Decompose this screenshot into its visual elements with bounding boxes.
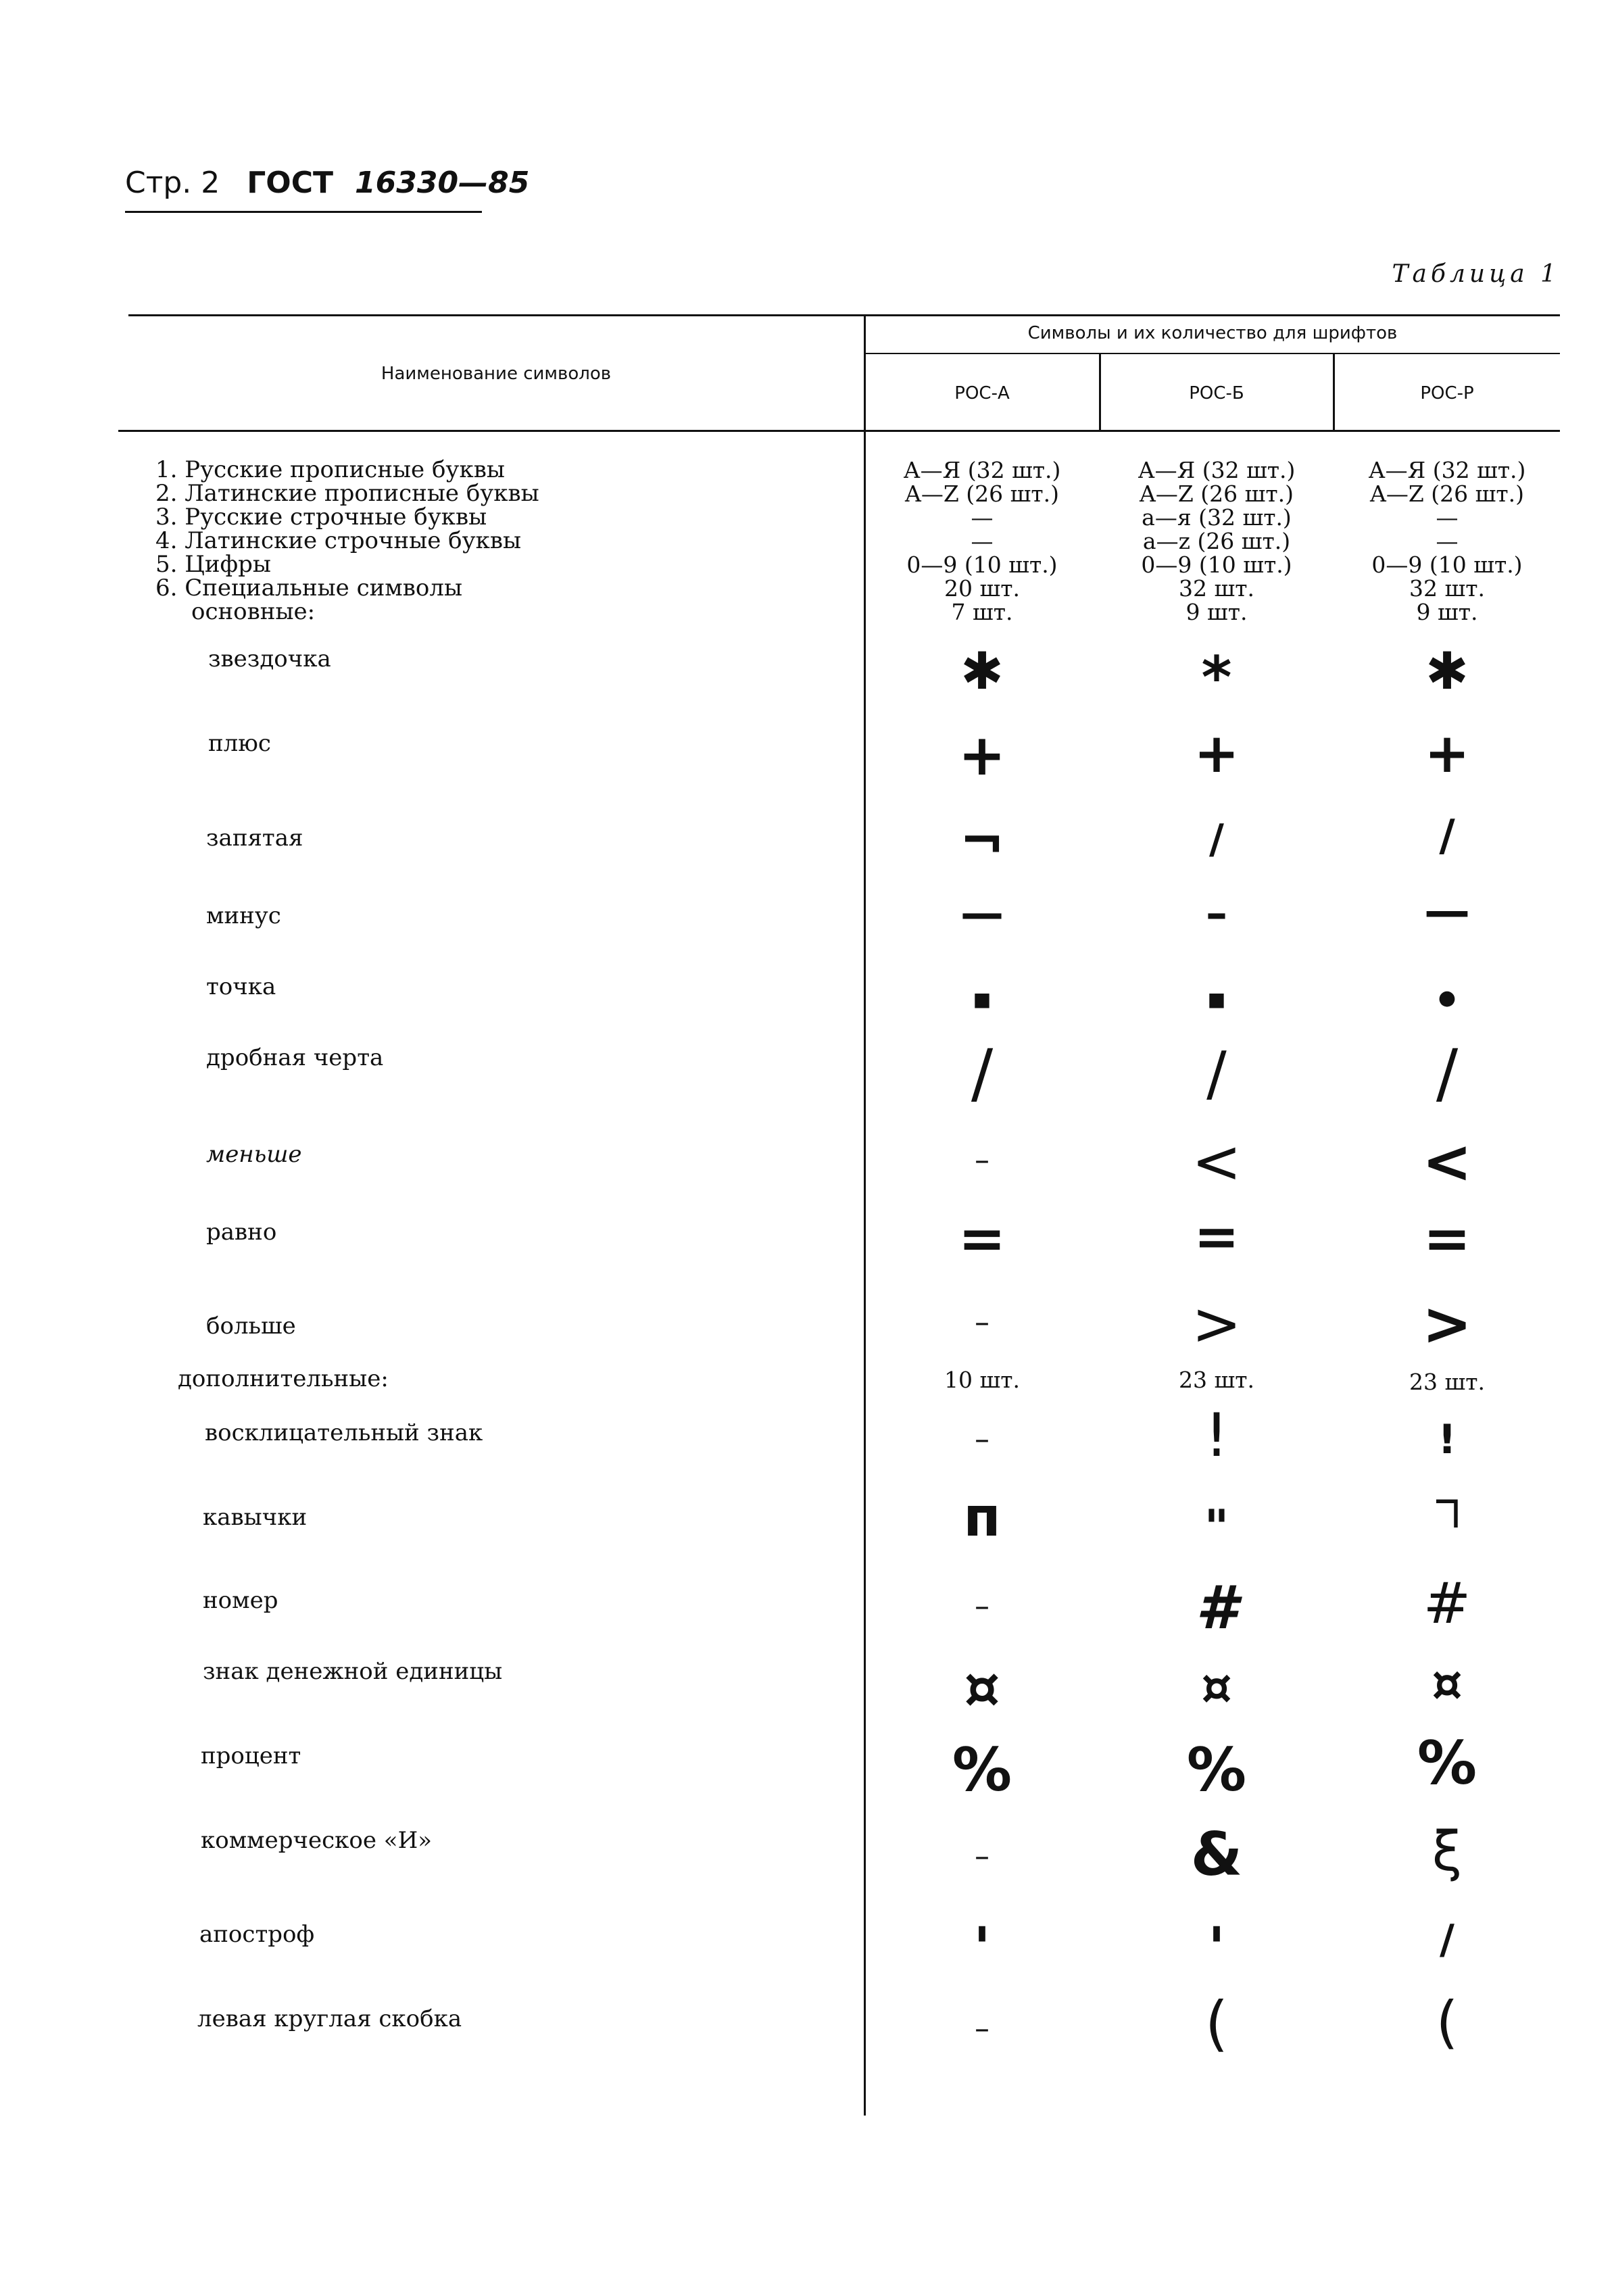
symbol-ros-b: – [1206, 889, 1227, 939]
table-cell: — [1436, 504, 1459, 531]
table-row-label: 3. Русские строчные буквы [155, 504, 487, 531]
column-header-ros-b: РОС-Б [1189, 383, 1244, 404]
table-cell: A—Z (26 шт.) [905, 481, 1059, 507]
symbol-ros-a: – [975, 1589, 989, 1623]
symbol-ros-b: ¤ [1201, 1659, 1232, 1715]
symbol-ros-a: – [975, 1305, 989, 1340]
symbol-ros-r: + [1424, 722, 1470, 785]
column-header-ros-a: РОС-А [954, 383, 1010, 404]
symbol-ros-b: * [1201, 644, 1232, 712]
table-cell: — [1436, 528, 1459, 554]
symbol-label: левая круглая скобка [197, 2005, 462, 2032]
symbol-ros-b: < [1192, 1127, 1242, 1196]
table-row-label: 4. Латинские строчные буквы [155, 527, 522, 554]
table-cell: А—Я (32 шт.) [1368, 457, 1526, 483]
symbol-ros-r: ¤ [1432, 1655, 1463, 1712]
table-cell: А—Я (32 шт.) [1138, 457, 1296, 483]
symbol-ros-r: ξ [1432, 1820, 1463, 1883]
symbol-ros-b: = [1194, 1205, 1240, 1268]
symbol-ros-r: ✱ [1425, 641, 1469, 701]
table-cell: 7 шт. [951, 599, 1013, 625]
table-row-label: 2. Латинские прописные буквы [155, 480, 539, 507]
symbol-ros-b: / [1206, 1039, 1227, 1108]
table-cell: а—я (32 шт.) [1142, 504, 1292, 531]
symbol-label: равно [206, 1219, 277, 1246]
symbol-ros-a: = [958, 1205, 1006, 1271]
symbol-label: номер [203, 1587, 278, 1614]
symbol-ros-a: ' [973, 1915, 991, 1981]
symbol-ros-r: — [1424, 885, 1470, 938]
table-label: Таблица 1 [1392, 260, 1560, 288]
symbol-label: запятая [206, 825, 303, 852]
symbol-ros-b: / [1209, 816, 1224, 863]
table-cell: 10 шт. [944, 1367, 1020, 1393]
table-cell: 0—9 (10 шт.) [906, 552, 1058, 578]
symbol-ros-a: — [960, 889, 1004, 939]
symbol-ros-b: + [1194, 722, 1240, 785]
head-bottom-rule [118, 430, 1560, 432]
symbol-ros-r: ! [1438, 1416, 1457, 1463]
column-header-ros-r: РОС-Р [1420, 383, 1474, 404]
symbol-ros-b: # [1196, 1573, 1238, 1642]
symbol-ros-a: ¤ [964, 1655, 1000, 1721]
symbol-ros-b: ( [1204, 1988, 1229, 2058]
table-cell: 9 шт. [1416, 599, 1478, 625]
table-cell: 9 шт. [1185, 599, 1248, 625]
symbol-ros-b: & [1190, 1819, 1243, 1889]
symbol-ros-b: " [1204, 1500, 1229, 1555]
page-header [125, 166, 529, 200]
symbol-ros-b: % [1186, 1735, 1247, 1805]
table-cell: 32 шт. [1409, 575, 1485, 602]
symbol-label: звездочка [208, 645, 331, 673]
table-cell: 32 шт. [1179, 575, 1254, 602]
symbol-ros-r: = [1423, 1205, 1471, 1271]
symbol-ros-b: ■ [1207, 988, 1226, 1010]
table-cell: 23 шт. [1409, 1369, 1485, 1395]
standard-name: ГОСТ [247, 166, 333, 200]
table-row-label: 6. Специальные символы [155, 575, 463, 602]
symbol-label: процент [201, 1742, 301, 1769]
symbol-ros-r: / [1440, 1916, 1454, 1963]
symbol-ros-r: ( [1436, 1989, 1459, 2055]
column-group-header: Символы и их количество для шрифтов [1027, 323, 1398, 343]
symbol-label: точка [206, 973, 276, 1000]
symbol-ros-a: – [975, 1143, 989, 1177]
symbol-label: знак денежной единицы [203, 1658, 503, 1685]
symbol-label: дробная черта [206, 1044, 384, 1071]
table-cell: a—z (26 шт.) [1142, 528, 1291, 554]
symbol-ros-a: – [975, 1422, 989, 1457]
symbol-label: коммерческое «И» [201, 1827, 433, 1854]
table-cell: A—Z (26 шт.) [1140, 481, 1294, 507]
symbol-label: апостроф [199, 1921, 315, 1948]
additional-label: дополнительные: [178, 1365, 389, 1392]
header-rule [125, 211, 482, 213]
symbol-ros-b: ! [1204, 1400, 1229, 1470]
page-number: Стр. 2 [125, 166, 220, 200]
symbol-ros-r: % [1417, 1728, 1477, 1798]
symbol-ros-a: – [975, 1839, 989, 1874]
symbol-label: плюс [208, 730, 271, 757]
column-header-name: Наименование символов [381, 364, 612, 384]
symbol-ros-r: > [1422, 1289, 1472, 1359]
symbol-label: меньше [206, 1141, 302, 1168]
symbol-ros-r: / [1439, 811, 1455, 861]
table-top-rule [128, 314, 1560, 316]
standard-number: 16330—85 [355, 166, 530, 200]
symbol-ros-r: < [1422, 1127, 1472, 1196]
symbol-ros-b: ' [1208, 1915, 1225, 1981]
table-cell: — [971, 504, 994, 531]
symbol-ros-a: – [975, 2011, 989, 2046]
symbol-label: минус [206, 902, 281, 929]
table-cell: 0—9 (10 шт.) [1141, 552, 1292, 578]
symbol-ros-r: ˥˥ [1432, 1490, 1462, 1538]
table-cell: A—Z (26 шт.) [1370, 481, 1524, 507]
symbol-ros-a: ✱ [960, 641, 1004, 701]
table-cell: 20 шт. [944, 575, 1020, 602]
table-cell: А—Я (32 шт.) [903, 457, 1061, 483]
symbol-ros-a: / [971, 1035, 994, 1111]
symbol-label: кавычки [203, 1504, 308, 1531]
table-cell: — [971, 528, 994, 554]
table-cell: 0—9 (10 шт.) [1371, 552, 1523, 578]
symbol-ros-b: > [1192, 1289, 1242, 1359]
symbol-ros-a: п [963, 1486, 1001, 1548]
group-rule [865, 353, 1560, 354]
table-row-label: 1. Русские прописные буквы [155, 456, 505, 483]
symbol-ros-a: % [952, 1735, 1012, 1805]
symbol-ros-a: ■ [973, 988, 992, 1010]
symbol-ros-r: ● [1438, 986, 1457, 1010]
table-row-label: основные: [191, 598, 316, 625]
table-row-label: 5. Цифры [155, 551, 271, 578]
symbol-label: восклицательный знак [205, 1419, 483, 1446]
table-cell: 23 шт. [1179, 1367, 1254, 1393]
symbol-ros-a: + [958, 722, 1006, 788]
symbol-label: больше [206, 1313, 296, 1340]
symbol-ros-r: / [1436, 1035, 1459, 1111]
symbol-ros-a: ¬ [959, 810, 1005, 873]
symbol-ros-r: # [1423, 1570, 1471, 1636]
